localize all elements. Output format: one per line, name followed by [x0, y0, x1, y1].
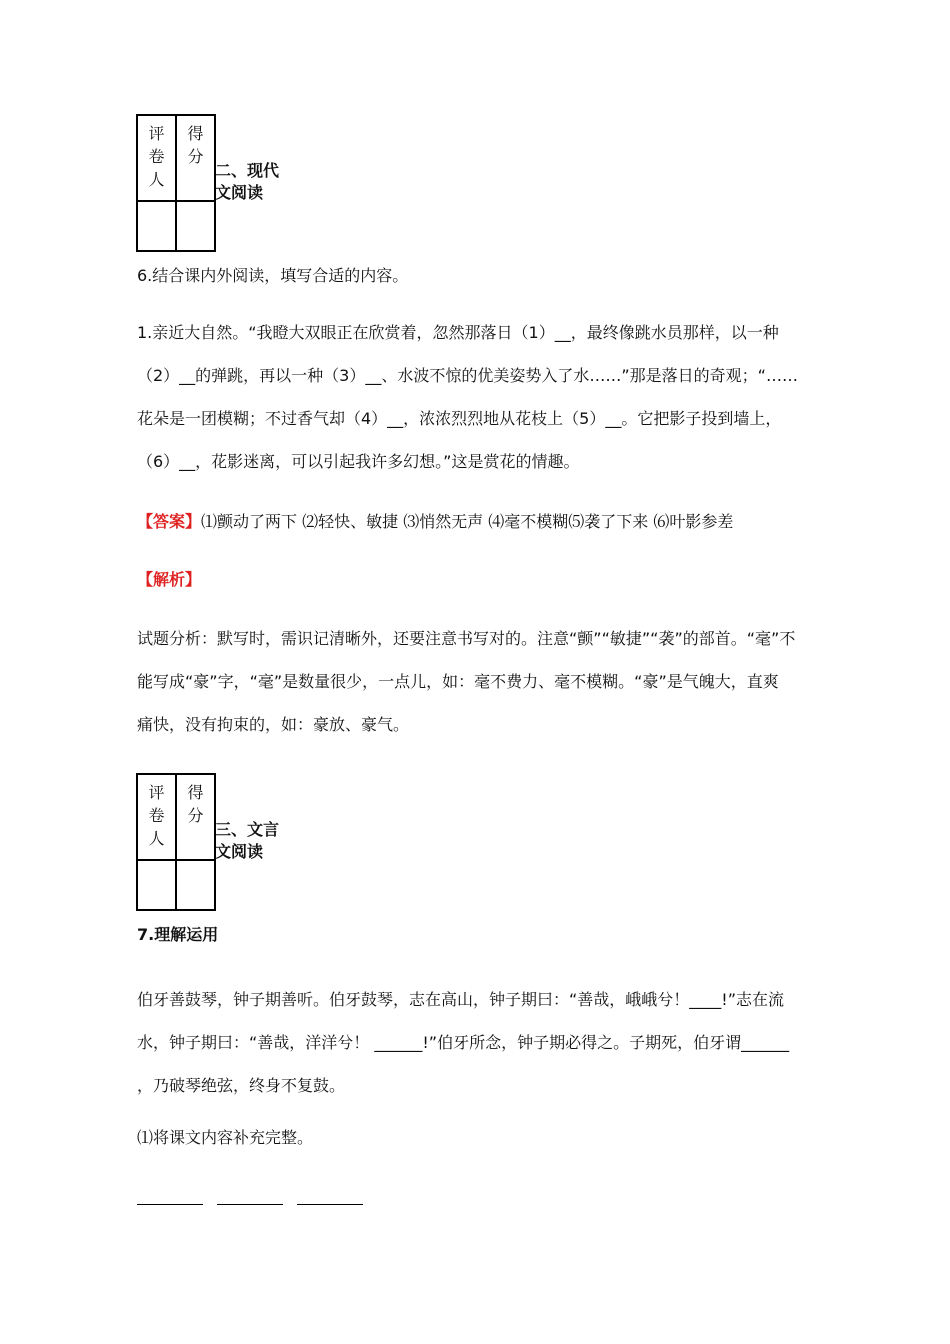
q7-passage	[137, 978, 817, 1107]
score-input-cell[interactable]	[176, 201, 215, 251]
q6-answer	[137, 512, 733, 532]
reviewer-cell	[137, 774, 176, 860]
score-input-cell[interactable]	[176, 860, 215, 910]
answer-blank[interactable]	[217, 1192, 283, 1205]
section2-title	[215, 160, 295, 204]
section2-title-line2: 文阅读	[215, 183, 264, 202]
score-cell	[176, 774, 215, 860]
score-label: 得分	[187, 124, 204, 166]
analysis-line: 能写成“豪”字，“毫”是数量很少，一点儿，如：毫不费力、毫不模糊。“豪”是气魄大，直爽	[137, 672, 779, 691]
q6-passage	[137, 311, 817, 483]
section3-title-line2: 文阅读	[215, 842, 264, 861]
section3-title	[215, 819, 295, 863]
q6-line: 1.亲近大自然。“我瞪大双眼正在欣赏着，忽然那落日（1）__，最终像跳水员那样，以一种	[137, 323, 779, 342]
q6-analysis-label	[137, 570, 201, 590]
section3-title-line1: 三、文言	[215, 820, 280, 839]
answer-blank[interactable]	[137, 1192, 203, 1205]
answer-blank[interactable]	[297, 1192, 363, 1205]
score-box-section3	[136, 773, 216, 911]
reviewer-input-cell[interactable]	[137, 201, 176, 251]
answer-label: 【答案】	[137, 512, 202, 531]
reviewer-cell	[137, 115, 176, 201]
score-label: 得分	[187, 783, 204, 825]
q7-title: 7.理解运用	[137, 925, 219, 944]
score-box-section2	[136, 114, 216, 252]
q7-line: 水，钟子期曰：“善哉，洋洋兮！ ______!”伯牙所念，钟子期必得之。子期死，伯牙谓______	[137, 1033, 790, 1052]
reviewer-label: 评卷人	[148, 124, 165, 189]
answer-blanks	[137, 1190, 377, 1209]
q6-line: （6）__，花影迷离，可以引起我许多幻想。”这是赏花的情趣。	[137, 452, 580, 471]
reviewer-input-cell[interactable]	[137, 860, 176, 910]
section2-title-line1: 二、现代	[215, 161, 280, 180]
reviewer-label: 评卷人	[148, 783, 165, 848]
q6-line: 花朵是一团模糊；不过香气却（4）__，浓浓烈烈地从花枝上（5）__。它把影子投到墙上，	[137, 409, 782, 428]
score-cell	[176, 115, 215, 201]
q6-title: 6.结合课内外阅读，填写合适的内容。	[137, 266, 409, 285]
analysis-line: 试题分析：默写时，需识记清晰外，还要注意书写对的。注意“颤”“敏捷”“袭”的部首。“毫”不	[137, 629, 796, 648]
analysis-label: 【解析】	[137, 570, 202, 589]
q6-line: （2）__的弹跳，再以一种（3）__、水波不惊的优美姿势入了水……”那是落日的奇观；“……	[137, 366, 798, 385]
q6-analysis	[137, 617, 817, 746]
q7-line: ，乃破琴绝弦，终身不复鼓。	[137, 1076, 346, 1095]
q7-sub1: ⑴将课文内容补充完整。	[137, 1128, 314, 1147]
answer-text: ⑴颤动了两下 ⑵轻快、敏捷 ⑶悄然无声 ⑷毫不模糊⑸袭了下来 ⑹叶影参差	[201, 512, 734, 531]
analysis-line: 痛快，没有拘束的，如：豪放、豪气。	[137, 715, 410, 734]
q7-line: 伯牙善鼓琴，钟子期善听。伯牙鼓琴，志在高山，钟子期曰：“善哉，峨峨兮！____!”志在流	[137, 990, 784, 1009]
